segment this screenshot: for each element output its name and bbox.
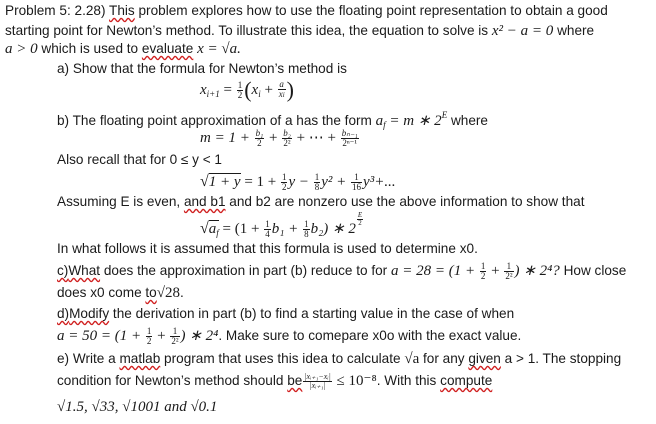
cf2-num: 1 xyxy=(504,262,513,272)
equation-sqrt-a: x = √a. xyxy=(193,41,241,57)
frac-den-x: x xyxy=(278,89,283,100)
bn-num: bₙ₋₁ xyxy=(341,127,358,138)
b2-num: b₂ xyxy=(283,127,291,138)
this-word: This xyxy=(109,3,135,18)
b2-den: 2² xyxy=(283,137,291,148)
formula-plus: + xyxy=(260,82,277,98)
cf2-den: 2² xyxy=(505,270,513,281)
part-e-text2: for any xyxy=(419,351,469,366)
problem-line1-rest: problem explores how to use the floating point representation to obtain a good xyxy=(134,3,608,18)
part-c-eq: a = 28 = (1 + xyxy=(390,263,479,279)
series-c2 xyxy=(314,173,321,192)
paren-x: x xyxy=(251,82,259,98)
part-c-line-1: c)What does the approximation in part (b) reduce to for a = 28 = (1 + $\frac{1}{2}$ + $\frac{1}{\text{2²}}$ ) ∗ 2⁴? How close xyxy=(57,260,627,281)
be-word: be xyxy=(287,373,303,388)
a-over-xi xyxy=(278,80,286,100)
m-formula: m = 1 + $\frac{\text{b₁}}{2}$ + $\frac{\text{b₂}}{\text{2²}}$ + ⋯ + $\frac{\text{bₙ₋₁}}{\text{2ⁿ⁻¹}}$ xyxy=(200,127,358,148)
half-fraction xyxy=(237,81,244,100)
series-y2: y² + xyxy=(321,174,351,190)
result-exp xyxy=(357,212,363,227)
c3-num: 1 xyxy=(351,173,362,183)
form-where: where xyxy=(447,113,488,128)
series-lhs: 1 + y xyxy=(208,174,241,190)
problem-line-3 xyxy=(5,40,241,58)
result-f2 xyxy=(303,220,310,239)
c-f1 xyxy=(480,262,487,281)
sqrt-28: √28 xyxy=(156,285,180,301)
sqrt-series: √1 + y = 1 + $\frac{1}{2}$ y − $\frac{1}{8}$ y² + $\frac{1}{16}$ y³+... xyxy=(200,171,396,192)
part-c-text2: How close xyxy=(559,263,627,278)
problem-line-2 xyxy=(5,22,594,40)
r2-den: 8 xyxy=(304,228,309,239)
assume-before: Assuming E is even, xyxy=(57,194,184,209)
assume-after: and b2 are nonzero use the above information to show that xyxy=(225,194,585,209)
c2-num: 1 xyxy=(314,171,320,182)
series-y3: y³+... xyxy=(363,174,396,190)
r1-den: 4 xyxy=(265,228,270,239)
half-den: 2 xyxy=(237,89,243,100)
part-e-text3: a > 1. The stopping xyxy=(500,351,622,366)
and-b1: and b1 xyxy=(183,194,226,209)
newton-formula: $x_{i+1}$ = $\frac{1}{2}$ ($x_i$ + $\frac{a}{xi}$ ) xyxy=(200,77,294,102)
final-values: √1.5, √33, √1001 and √0.1 xyxy=(57,399,218,415)
b1-fraction xyxy=(255,129,265,148)
form-lhs-sub: f xyxy=(383,120,386,130)
part-c-eq-end: ) ∗ 2⁴? xyxy=(514,263,560,279)
bn-den: 2ⁿ⁻¹ xyxy=(342,137,358,148)
cf1-den: 2 xyxy=(480,270,486,281)
evaluate-word: evaluate xyxy=(141,41,194,56)
part-c-text1: does the approximation in part (b) reduce to for xyxy=(100,263,391,278)
compute-word: compute xyxy=(440,373,493,388)
sqrt-28-after: . xyxy=(179,285,184,300)
frac-den-sub: i xyxy=(282,91,285,100)
form-lhs: a xyxy=(375,113,384,129)
final-line xyxy=(57,398,217,416)
df2-den: 2² xyxy=(171,335,179,346)
r1-num: 1 xyxy=(265,218,270,229)
series-rhs-a: = 1 + xyxy=(240,174,280,190)
part-d-eq: a = 50 = (1 + xyxy=(57,328,145,344)
condition-a-positive: a > 0 xyxy=(5,41,38,57)
cond-num: |xᵢ₊₁−xᵢ| xyxy=(304,371,331,381)
df1-den: 2 xyxy=(146,335,152,346)
result-formula: $√a_f = (1$ + $\frac{1}{4}$ b₁ + $\frac{1}{8}$ b₂) ∗ 2 $\frac{E}{2}$ xyxy=(200,211,363,239)
recall-text: Also recall that for 0 ≤ y < 1 xyxy=(57,152,222,167)
r-b2: b₂) ∗ 2 xyxy=(310,221,356,237)
follows-line xyxy=(57,240,478,258)
stopping-condition-fraction xyxy=(303,373,331,390)
assuming-line xyxy=(57,193,584,211)
m-lhs: m = 1 + xyxy=(200,130,254,146)
part-a-label xyxy=(57,60,347,78)
equation-x2-minus-a: x² − a = 0 xyxy=(491,23,554,39)
bn-fraction xyxy=(341,129,359,148)
part-d-line-2: a = 50 = (1 + $\frac{1}{2}$ + $\frac{1}{\text{2²}}$ ) ∗ 2⁴. Make sure to comepare x0o with the exact value. xyxy=(57,325,522,346)
frac-den-xi xyxy=(278,90,286,100)
d-f1 xyxy=(146,327,153,346)
part-e-label: e) Write a xyxy=(57,351,120,366)
c3-den: 16 xyxy=(352,181,362,192)
d-f2 xyxy=(170,327,179,346)
cond-den: |xᵢ₊₁| xyxy=(309,380,326,390)
part-d-label: d) xyxy=(57,306,70,321)
half-num: 1 xyxy=(237,79,243,90)
cond-after: ≤ 10⁻⁸ xyxy=(332,373,377,389)
part-e-line2-before: condition for Newton’s method should xyxy=(57,373,288,388)
frac-num-a: a xyxy=(279,79,284,90)
series-c1 xyxy=(281,173,288,192)
formula-eq: = xyxy=(219,82,236,98)
formula-lhs-sub: i+1 xyxy=(206,89,220,99)
series-y: y − xyxy=(288,174,313,190)
cf1-num: 1 xyxy=(480,260,486,271)
part-c-label: c) xyxy=(57,263,69,278)
follows-text: In what follows it is assumed that this formula is used to determine x0. xyxy=(57,241,478,256)
b1-num: b₁ xyxy=(255,127,264,138)
part-d-eq-end: ) ∗ 2⁴ xyxy=(180,328,219,344)
b1-den: 2 xyxy=(257,137,262,148)
df1-num: 1 xyxy=(146,325,152,336)
problem-line2-text: starting point for Newton’s method. To illustrate this idea, the equation to solve is xyxy=(5,23,492,38)
recall-line xyxy=(57,151,222,169)
form-exp: E xyxy=(441,110,448,120)
formula-lhs: x xyxy=(200,82,207,98)
part-e-line-2 xyxy=(57,369,492,393)
r-exp-den: 2 xyxy=(358,219,362,227)
part-e-text1: program that uses this idea to calculate xyxy=(160,351,405,366)
form-rhs: = m ∗ 2 xyxy=(385,113,442,129)
sqrt-a: √a xyxy=(404,351,420,367)
part-d-line-1 xyxy=(57,305,514,323)
result-mid: = (1 + xyxy=(218,221,264,237)
matlab-word: matlab xyxy=(119,351,161,366)
result-f1 xyxy=(264,220,271,239)
part-c-line2-before: does x0 come xyxy=(57,285,146,300)
to-word: to xyxy=(145,285,157,300)
part-b-text: b) The floating point approximation of a has the form xyxy=(57,113,376,128)
series-c3 xyxy=(351,173,362,192)
problem-line2-where: where xyxy=(553,23,595,38)
c1-num: 1 xyxy=(281,171,287,182)
result-lhs-group xyxy=(209,220,219,237)
df2-num: 1 xyxy=(170,327,179,337)
modify-word: Modify xyxy=(69,306,110,321)
part-c-line-2 xyxy=(57,284,184,302)
m-dots: + ⋯ + xyxy=(292,130,340,146)
given-word: given xyxy=(468,351,501,366)
paren-x-sub: i xyxy=(258,89,261,99)
part-d-text1: the derivation in part (b) to find a starting value in the case of when xyxy=(109,306,515,321)
r-b1: b₁ + xyxy=(271,221,303,237)
r2-num: 1 xyxy=(304,218,309,229)
part-d-text2: . Make sure to comepare x0o with the exact value. xyxy=(218,328,522,343)
part-e-line-1 xyxy=(57,350,621,368)
r-exp-num: E xyxy=(357,211,363,219)
c-f2 xyxy=(504,262,513,281)
b2-fraction xyxy=(282,129,292,148)
problem-prefix: Problem 5: 2.28) xyxy=(5,3,110,18)
problem-line3-mid: which is used to xyxy=(37,41,142,56)
what-word: What xyxy=(68,263,101,278)
problem-line-1 xyxy=(5,2,608,20)
part-a-text: a) Show that the formula for Newton’s method is xyxy=(57,61,347,76)
c2-den: 8 xyxy=(314,181,320,192)
result-lhs-sub: f xyxy=(216,228,219,238)
result-lhs: a xyxy=(208,221,217,237)
c1-den: 2 xyxy=(281,181,287,192)
part-e-line2-after: . With this xyxy=(376,373,441,388)
